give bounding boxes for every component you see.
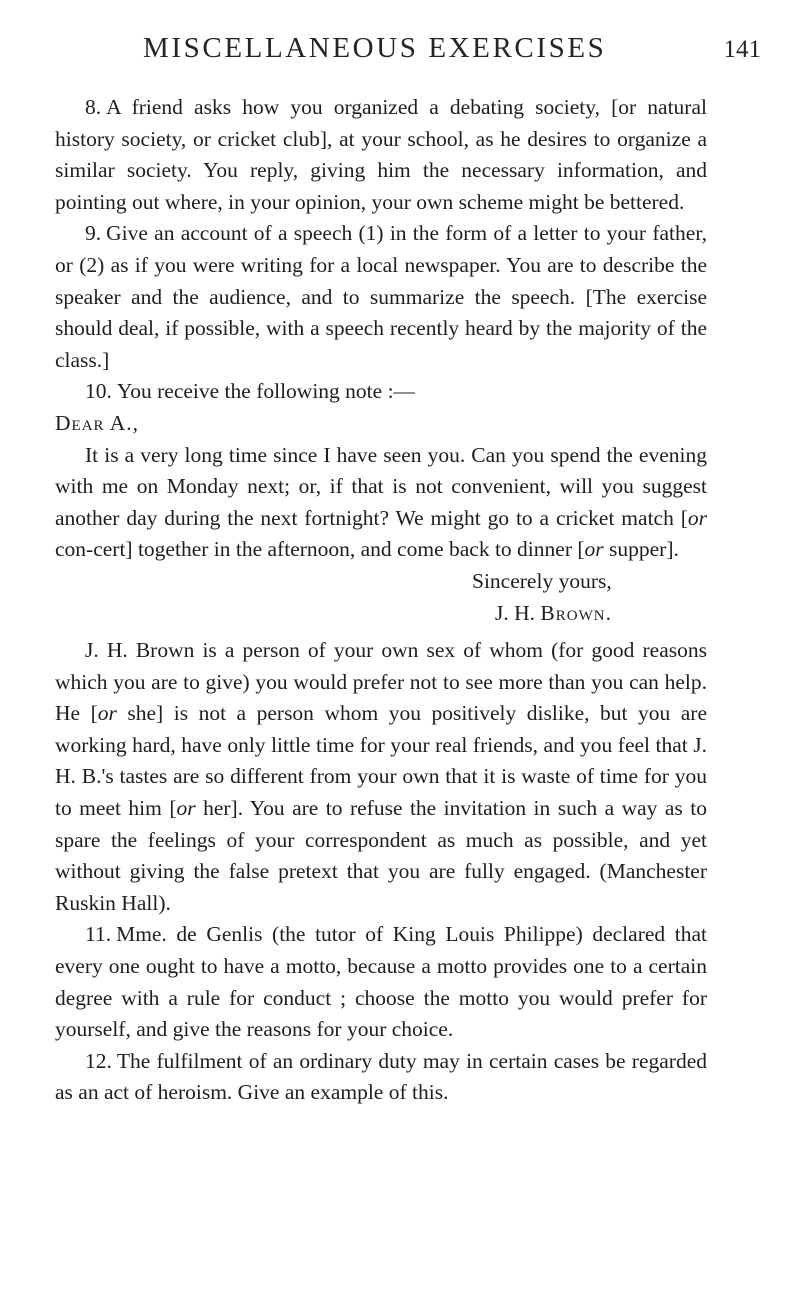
exercise-9-text: Give an account of a speech (1) in the form of a letter to your father, or (2) as if you were writing for a local newspaper. You are to describe the speaker and the audience, and to summarize the speech. [The exercise should deal, if possible, with a speech recently heard by the majority of the class.] <box>55 221 707 372</box>
letter-body <box>55 440 707 566</box>
exercise-9-number: 9. <box>85 221 102 246</box>
task-or-1: or <box>97 701 117 726</box>
task-or-2: or <box>176 796 196 821</box>
exercise-11-text: Mme. de Genlis (the tutor of King Louis Philippe) declared that every one ought to have a motto, because a motto provides one to a certain degree with a rule for conduct ; choose the motto you would prefer for yourself, and give the reasons for your choice. <box>55 922 707 1042</box>
exercise-10-number: 10. <box>85 379 112 404</box>
letter-closing: Sincerely yours, <box>472 568 612 593</box>
letter-or-2: or <box>584 537 604 562</box>
exercise-12 <box>55 1046 707 1109</box>
exercise-8 <box>55 92 707 218</box>
letter-signature <box>55 598 707 630</box>
letter-text-part-2: con-cert] together in the afternoon, and come back to dinner [ <box>55 537 585 562</box>
signature-surname: Brown. <box>540 600 612 625</box>
letter-text-part-3: supper]. <box>603 537 679 562</box>
task-text-part-3: her]. You are to refuse the invitation in such a way as to spare the feelings of your correspondent as much as possible, and yet without giving the false pretext that you are fully engaged. (Manchester Ruskin Hall). <box>55 796 707 915</box>
running-title: MISCELLANEOUS EXERCISES <box>143 32 607 64</box>
exercise-12-text: The fulfilment of an ordinary duty may in certain cases be regarded as an act of heroism. Give an example of this. <box>55 1048 707 1105</box>
exercise-9 <box>55 218 707 376</box>
exercise-10-task <box>55 635 707 919</box>
exercise-8-number: 8. <box>85 95 102 119</box>
exercise-10-intro-text: You receive the following note :— <box>116 379 416 404</box>
exercise-list <box>55 92 707 1109</box>
signature-initials: J. H. <box>495 600 541 625</box>
page-number: 141 <box>723 36 761 63</box>
exercise-10-intro <box>55 376 707 408</box>
letter-salutation: Dear A., <box>55 410 139 435</box>
exercise-12-number: 12. <box>85 1048 112 1073</box>
letter-text-part-1: It is a very long time since I have seen you. Can you spend the evening with me on Monday next; or, if that is not convenient, will you suggest another day during the next fortnight? We might go to a cricket match [ <box>55 442 707 530</box>
task-text-part-1: J. H. Brown is a person of your own sex of whom (for good reasons which you are to give) you would prefer not to see more than you can help. He [ <box>55 638 707 726</box>
exercise-11-number: 11. <box>85 922 112 947</box>
exercise-11 <box>55 919 707 1045</box>
task-text-part-2: she] is not a person whom you positively dislike, but you are working hard, have only little time for your real friends, and you feel that J. H. B.'s tastes are so different from your own that it is waste of time for you to meet him [ <box>55 701 707 821</box>
running-head <box>140 32 780 72</box>
exercise-8-text: A friend asks how you organized a debating society, [or natural history society, or cricket club], at your school, as he desires to organize a similar society. You reply, giving him the necessary information, and pointing out where, in your opinion, your own scheme might be bettered. <box>55 95 707 214</box>
letter-or-1: or <box>687 505 707 530</box>
